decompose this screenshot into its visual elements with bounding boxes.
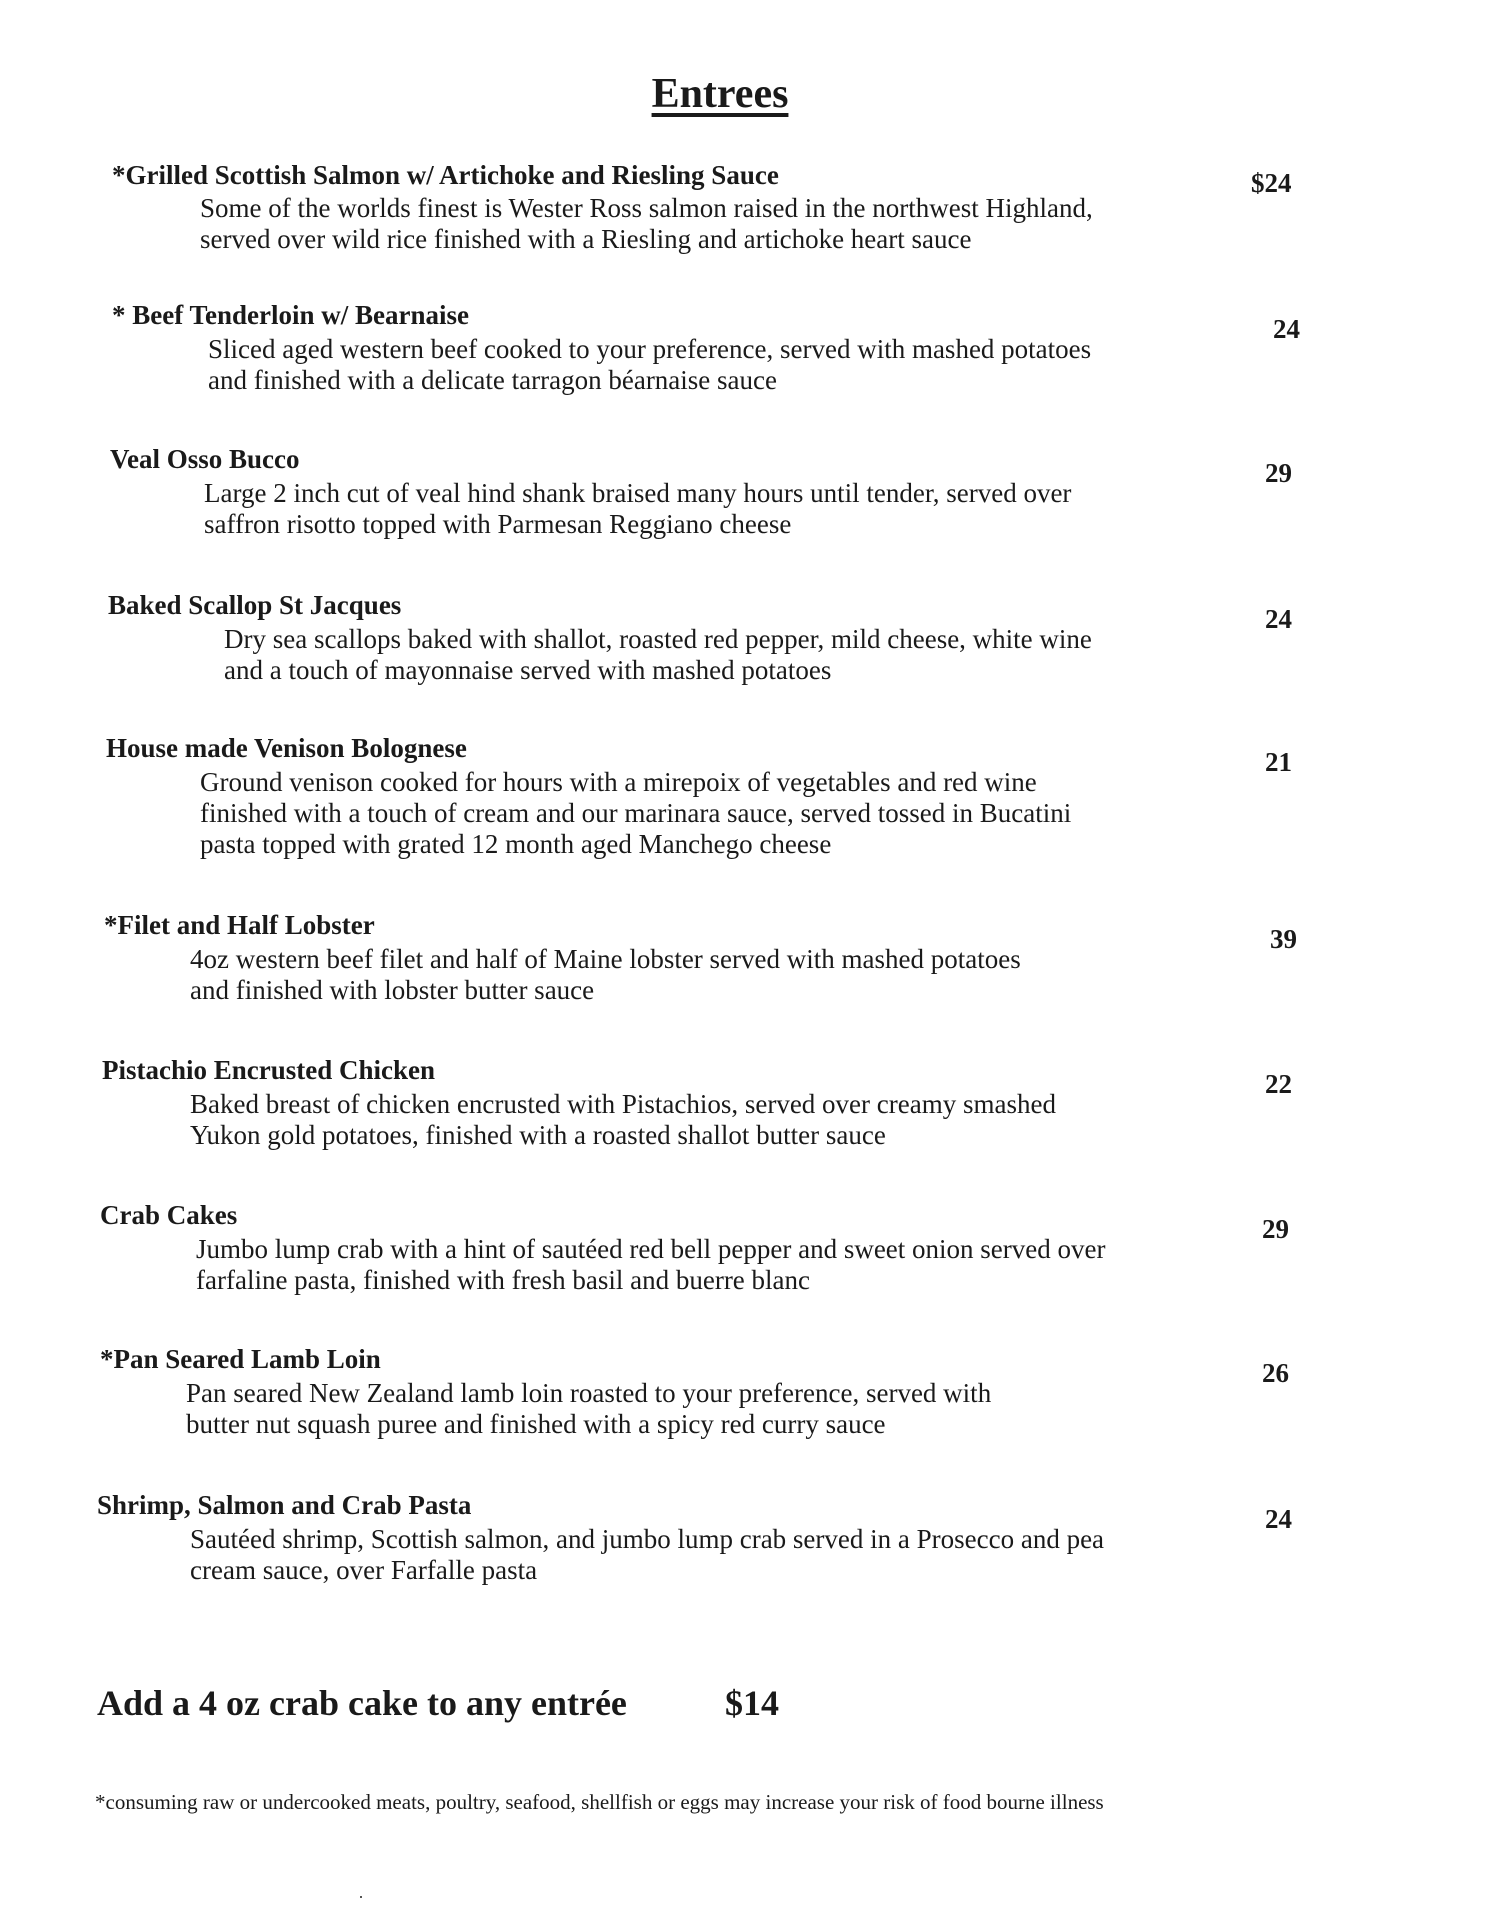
item-description xyxy=(200,193,1093,255)
item-name: Pistachio Encrusted Chicken xyxy=(102,1055,436,1085)
item-description xyxy=(200,767,1071,860)
description-line: 4oz western beef filet and half of Maine lobster served with mashed potatoes xyxy=(190,944,1021,974)
item-name: House made Venison Bolognese xyxy=(106,733,467,763)
item-price: 24 xyxy=(1265,604,1292,634)
item-price: 29 xyxy=(1262,1214,1289,1244)
item-price: 24 xyxy=(1273,314,1300,344)
item-price: 29 xyxy=(1265,458,1292,488)
description-line: Sautéed shrimp, Scottish salmon, and jumbo lump crab served in a Prosecco and pea xyxy=(190,1524,1105,1554)
item-name: Baked Scallop St Jacques xyxy=(108,590,402,620)
item-price: 26 xyxy=(1262,1358,1289,1388)
description-line: Some of the worlds finest is Wester Ross salmon raised in the northwest Highland, xyxy=(200,193,1093,223)
description-line: pasta topped with grated 12 month aged Manchego cheese xyxy=(200,829,832,859)
description-line: and a touch of mayonnaise served with mashed potatoes xyxy=(224,655,832,685)
item-price: $24 xyxy=(1251,168,1292,198)
description-line: Yukon gold potatoes, finished with a roasted shallot butter sauce xyxy=(190,1120,886,1150)
item-description xyxy=(224,624,1092,686)
description-line: Sliced aged western beef cooked to your preference, served with mashed potatoes xyxy=(208,334,1092,364)
description-line: Pan seared New Zealand lamb loin roasted to your preference, served with xyxy=(186,1378,992,1408)
item-name: *Filet and Half Lobster xyxy=(104,910,375,940)
food-safety-disclaimer: *consuming raw or undercooked meats, poultry, seafood, shellfish or eggs may increase your risk of food bourne illness xyxy=(95,1790,1104,1814)
description-line: finished with a touch of cream and our marinara sauce, served tossed in Bucatini xyxy=(200,798,1072,828)
description-line: served over wild rice finished with a Riesling and artichoke heart sauce xyxy=(200,224,972,254)
description-line: Ground venison cooked for hours with a mirepoix of vegetables and red wine xyxy=(200,767,1037,797)
description-line: Large 2 inch cut of veal hind shank braised many hours until tender, served over xyxy=(204,478,1072,508)
item-description xyxy=(190,1089,1056,1151)
scan-speck xyxy=(360,1896,362,1898)
description-line: butter nut squash puree and finished with a spicy red curry sauce xyxy=(186,1409,886,1439)
item-description xyxy=(204,478,1071,540)
item-name: * Beef Tenderloin w/ Bearnaise xyxy=(112,300,469,330)
item-name: Shrimp, Salmon and Crab Pasta xyxy=(97,1490,472,1520)
description-line: and finished with a delicate tarragon béarnaise sauce xyxy=(208,365,777,395)
description-line: cream sauce, over Farfalle pasta xyxy=(190,1555,538,1585)
item-description xyxy=(186,1378,991,1440)
addon-offer: Add a 4 oz crab cake to any entrée xyxy=(97,1683,627,1723)
addon-price: $14 xyxy=(725,1683,779,1723)
description-line: saffron risotto topped with Parmesan Reggiano cheese xyxy=(204,509,792,539)
item-description xyxy=(208,334,1091,396)
item-name: *Grilled Scottish Salmon w/ Artichoke and Riesling Sauce xyxy=(112,160,779,190)
description-line: Jumbo lump crab with a hint of sautéed red bell pepper and sweet onion served over xyxy=(196,1234,1106,1264)
item-name: Crab Cakes xyxy=(100,1200,238,1230)
item-description xyxy=(190,944,1021,1006)
item-name: *Pan Seared Lamb Loin xyxy=(100,1344,381,1374)
item-description xyxy=(196,1234,1105,1296)
page-title: Entrees xyxy=(651,71,789,117)
description-line: Baked breast of chicken encrusted with Pistachios, served over creamy smashed xyxy=(190,1089,1056,1119)
item-price: 39 xyxy=(1270,924,1297,954)
description-line: and finished with lobster butter sauce xyxy=(190,975,595,1005)
item-price: 22 xyxy=(1265,1069,1292,1099)
item-description xyxy=(190,1524,1104,1586)
description-line: farfaline pasta, finished with fresh basil and buerre blanc xyxy=(196,1265,811,1295)
item-name: Veal Osso Bucco xyxy=(110,444,300,474)
item-price: 21 xyxy=(1265,747,1292,777)
description-line: Dry sea scallops baked with shallot, roasted red pepper, mild cheese, white wine xyxy=(224,624,1092,654)
item-price: 24 xyxy=(1265,1504,1292,1534)
